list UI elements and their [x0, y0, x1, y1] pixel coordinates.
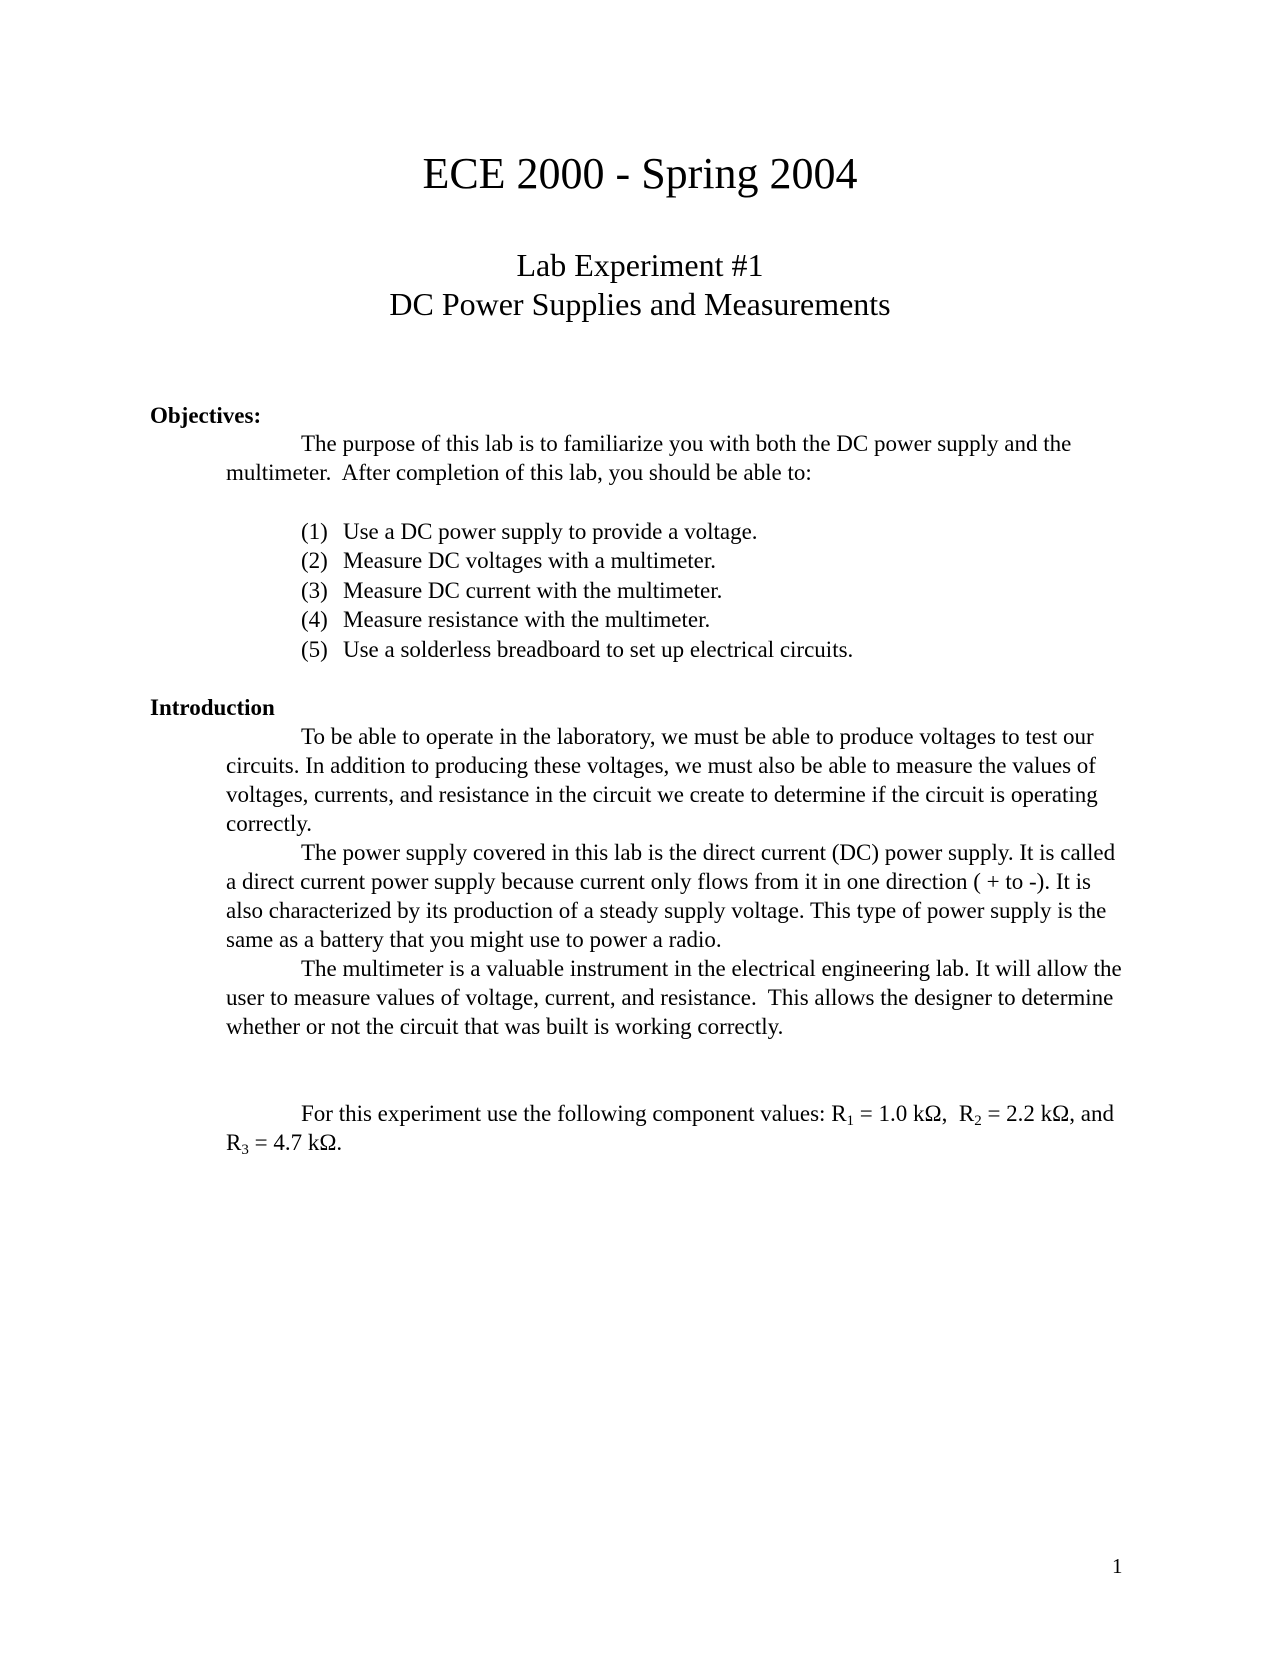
list-item: [301, 605, 853, 634]
list-item: [301, 517, 853, 546]
r2-subscript: 2: [974, 1113, 982, 1129]
list-item-text: Use a solderless breadboard to set up electrical circuits.: [343, 636, 854, 662]
r3-subscript: 3: [241, 1142, 249, 1158]
list-item-number: (1): [301, 519, 328, 544]
r1-value: = 1.0 kΩ,: [854, 1101, 959, 1126]
objectives-heading: Objectives:: [150, 403, 262, 428]
r1-symbol: R: [831, 1101, 847, 1126]
list-item-text: Measure resistance with the multimeter.: [343, 607, 711, 633]
list-item: [301, 635, 853, 664]
list-item-number: (3): [301, 577, 328, 603]
r3-symbol: R: [226, 1130, 242, 1155]
component-values-paragraph: [226, 1099, 1126, 1157]
r1-subscript: 1: [846, 1113, 855, 1129]
list-item: [301, 576, 853, 605]
document-title: ECE 2000 - Spring 2004: [422, 149, 858, 198]
r3-value: = 4.7 kΩ.: [248, 1130, 343, 1155]
lab-experiment-number: Lab Experiment #1: [516, 247, 764, 283]
objectives-intro-paragraph: The purpose of this lab is to familiarize you with both the DC power supply and the multimeter. After completion of this lab, you should be able to:: [226, 431, 1078, 485]
page-number: 1: [1112, 1554, 1123, 1578]
list-item-number: (2): [301, 548, 328, 574]
list-item-number: (5): [301, 636, 328, 662]
list-item-text: Use a DC power supply to provide a voltage.: [343, 519, 758, 544]
r2-symbol: R: [958, 1101, 975, 1126]
list-item-number: (4): [301, 607, 328, 633]
objectives-list: [301, 517, 853, 664]
introduction-paragraph-2: The power supply covered in this lab is the direct current (DC) power supply. It is called a direct current power supply because current only flows from it in one direction ( + to -). It is also characterized by its production of a steady supply voltage. This type of power supply is the same as a battery that you might use to power a radio.: [226, 840, 1121, 952]
list-item-text: Measure DC voltages with a multimeter.: [343, 548, 717, 574]
introduction-paragraph-1: To be able to operate in the laboratory, we must be able to produce voltages to test our circuits. In addition to producing these voltages, we must also be able to measure the values of voltages, currents, and resistance in the circuit we create to determine if the circuit is operating correctly.: [226, 724, 1104, 836]
r2-value: = 2.2 kΩ, and: [981, 1101, 1120, 1126]
list-item: [301, 546, 853, 575]
lab-experiment-title: DC Power Supplies and Measurements: [389, 286, 891, 322]
component-values-lead: For this experiment use the following component values:: [301, 1101, 832, 1126]
list-item-text: Measure DC current with the multimeter.: [343, 577, 723, 603]
introduction-heading: Introduction: [150, 695, 275, 720]
introduction-paragraph-3: The multimeter is a valuable instrument in the electrical engineering lab. It will allow the user to measure values of voltage, current, and resistance. This allows the designer to determine whether or not the circuit that was built is working correctly.: [226, 956, 1128, 1039]
